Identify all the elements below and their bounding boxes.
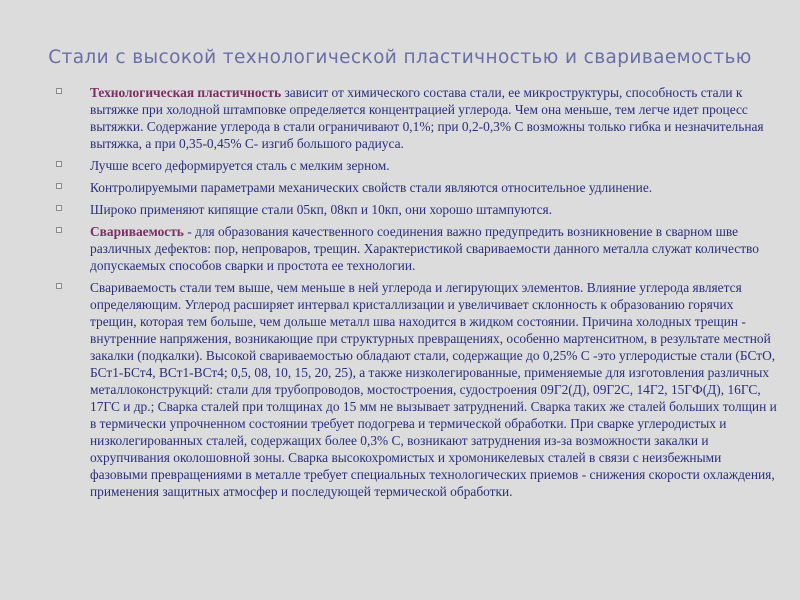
square-bullet-icon xyxy=(56,183,62,189)
bullet-item xyxy=(52,201,782,218)
bullet-item xyxy=(52,179,782,196)
item-text: Контролируемыми параметрами механических свойств стали являются относительное удлинение. xyxy=(90,180,653,195)
item-text: - для образования качественного соединения важно предупредить возникновение в сварном шве различных дефектов: пор, непроваров, трещин. Характеристикой свариваемости данного металла служат количество допускаемых способов сварки и простота ее технологии. xyxy=(90,224,759,273)
item-text: Лучше всего деформируется сталь с мелким зерном. xyxy=(90,158,390,173)
square-bullet-icon xyxy=(56,283,62,289)
bullet-item xyxy=(52,223,782,274)
bullet-item xyxy=(52,157,782,174)
bullet-item xyxy=(52,84,782,152)
square-bullet-icon xyxy=(56,88,62,94)
slide-title: Стали с высокой технологической пластичностью и свариваемостью xyxy=(48,47,752,68)
slide-content xyxy=(52,84,782,505)
square-bullet-icon xyxy=(56,227,62,233)
term-weldability: Свариваемость xyxy=(90,224,184,239)
square-bullet-icon xyxy=(56,161,62,167)
item-text: Свариваемость стали тем выше, чем меньше в ней углерода и легирующих элементов. Влияние углерода является определяющим. Углерод расширяет интервал кристаллизации и увеличивает склонность к образованию горячих трещин, которая тем больше, чем дольше металл шва находится в жидком состоянии. Причина холодных трещин - внутренние напряжения, возникающие при структурных превращениях, особенно мартенситном, в результате местной закалки (подкалки). Высокой свариваемостью обладают стали, содержащие до 0,25% С -это углеродистые стали (БСтО, БСт1-БСт4, ВСт1-ВСт4; 0,5, 08, 10, 15, 20, 25), а также низколегированные, применяемые для изготовления различных металлоконструкций: стали для трубопроводов, мостостроения, судостроения 09Г2(Д), 09Г2С, 14Г2, 15ГФ(Д), 16ГС, 17ГС и др.; Сварка сталей при толщинах до 15 мм не вызывает затруднений. Сварка таких же сталей больших толщин и в термически упрочненном состоянии требует подогрева и термической обработки. При сварке углеродистых и низколегированных сталей, содержащих более 0,3% С, возникают затруднения из-за возможности закалки и охрупчивания околошовной зоны. Сварка высокохромистых и хромоникелевых сталей в связи с неизбежными фазовыми превращениями в металле требует специальных технологических приемов - снижения скорости охлаждения, применения защитных атмосфер и последующей термической обработки. xyxy=(90,280,777,499)
square-bullet-icon xyxy=(56,205,62,211)
term-technological-plasticity: Технологическая пластичность xyxy=(90,85,282,100)
item-text: зависит от химического состава стали, ее микроструктуры, способность стали к вытяжке при холодной штамповке определяется концентрацией углерода. Чем она меньше, тем легче идет процесс вытяжки. Содержание углерода в стали ограничивают 0,1%; при 0,2-0,3% С возможны только гибка и незначительная вытяжка, а при 0,35-0,45% С- изгиб большого радиуса. xyxy=(90,85,764,151)
bullet-item xyxy=(52,279,782,500)
item-text: Широко применяют кипящие стали 05кп, 08кп и 10кп, они хорошо штампуются. xyxy=(90,202,553,217)
